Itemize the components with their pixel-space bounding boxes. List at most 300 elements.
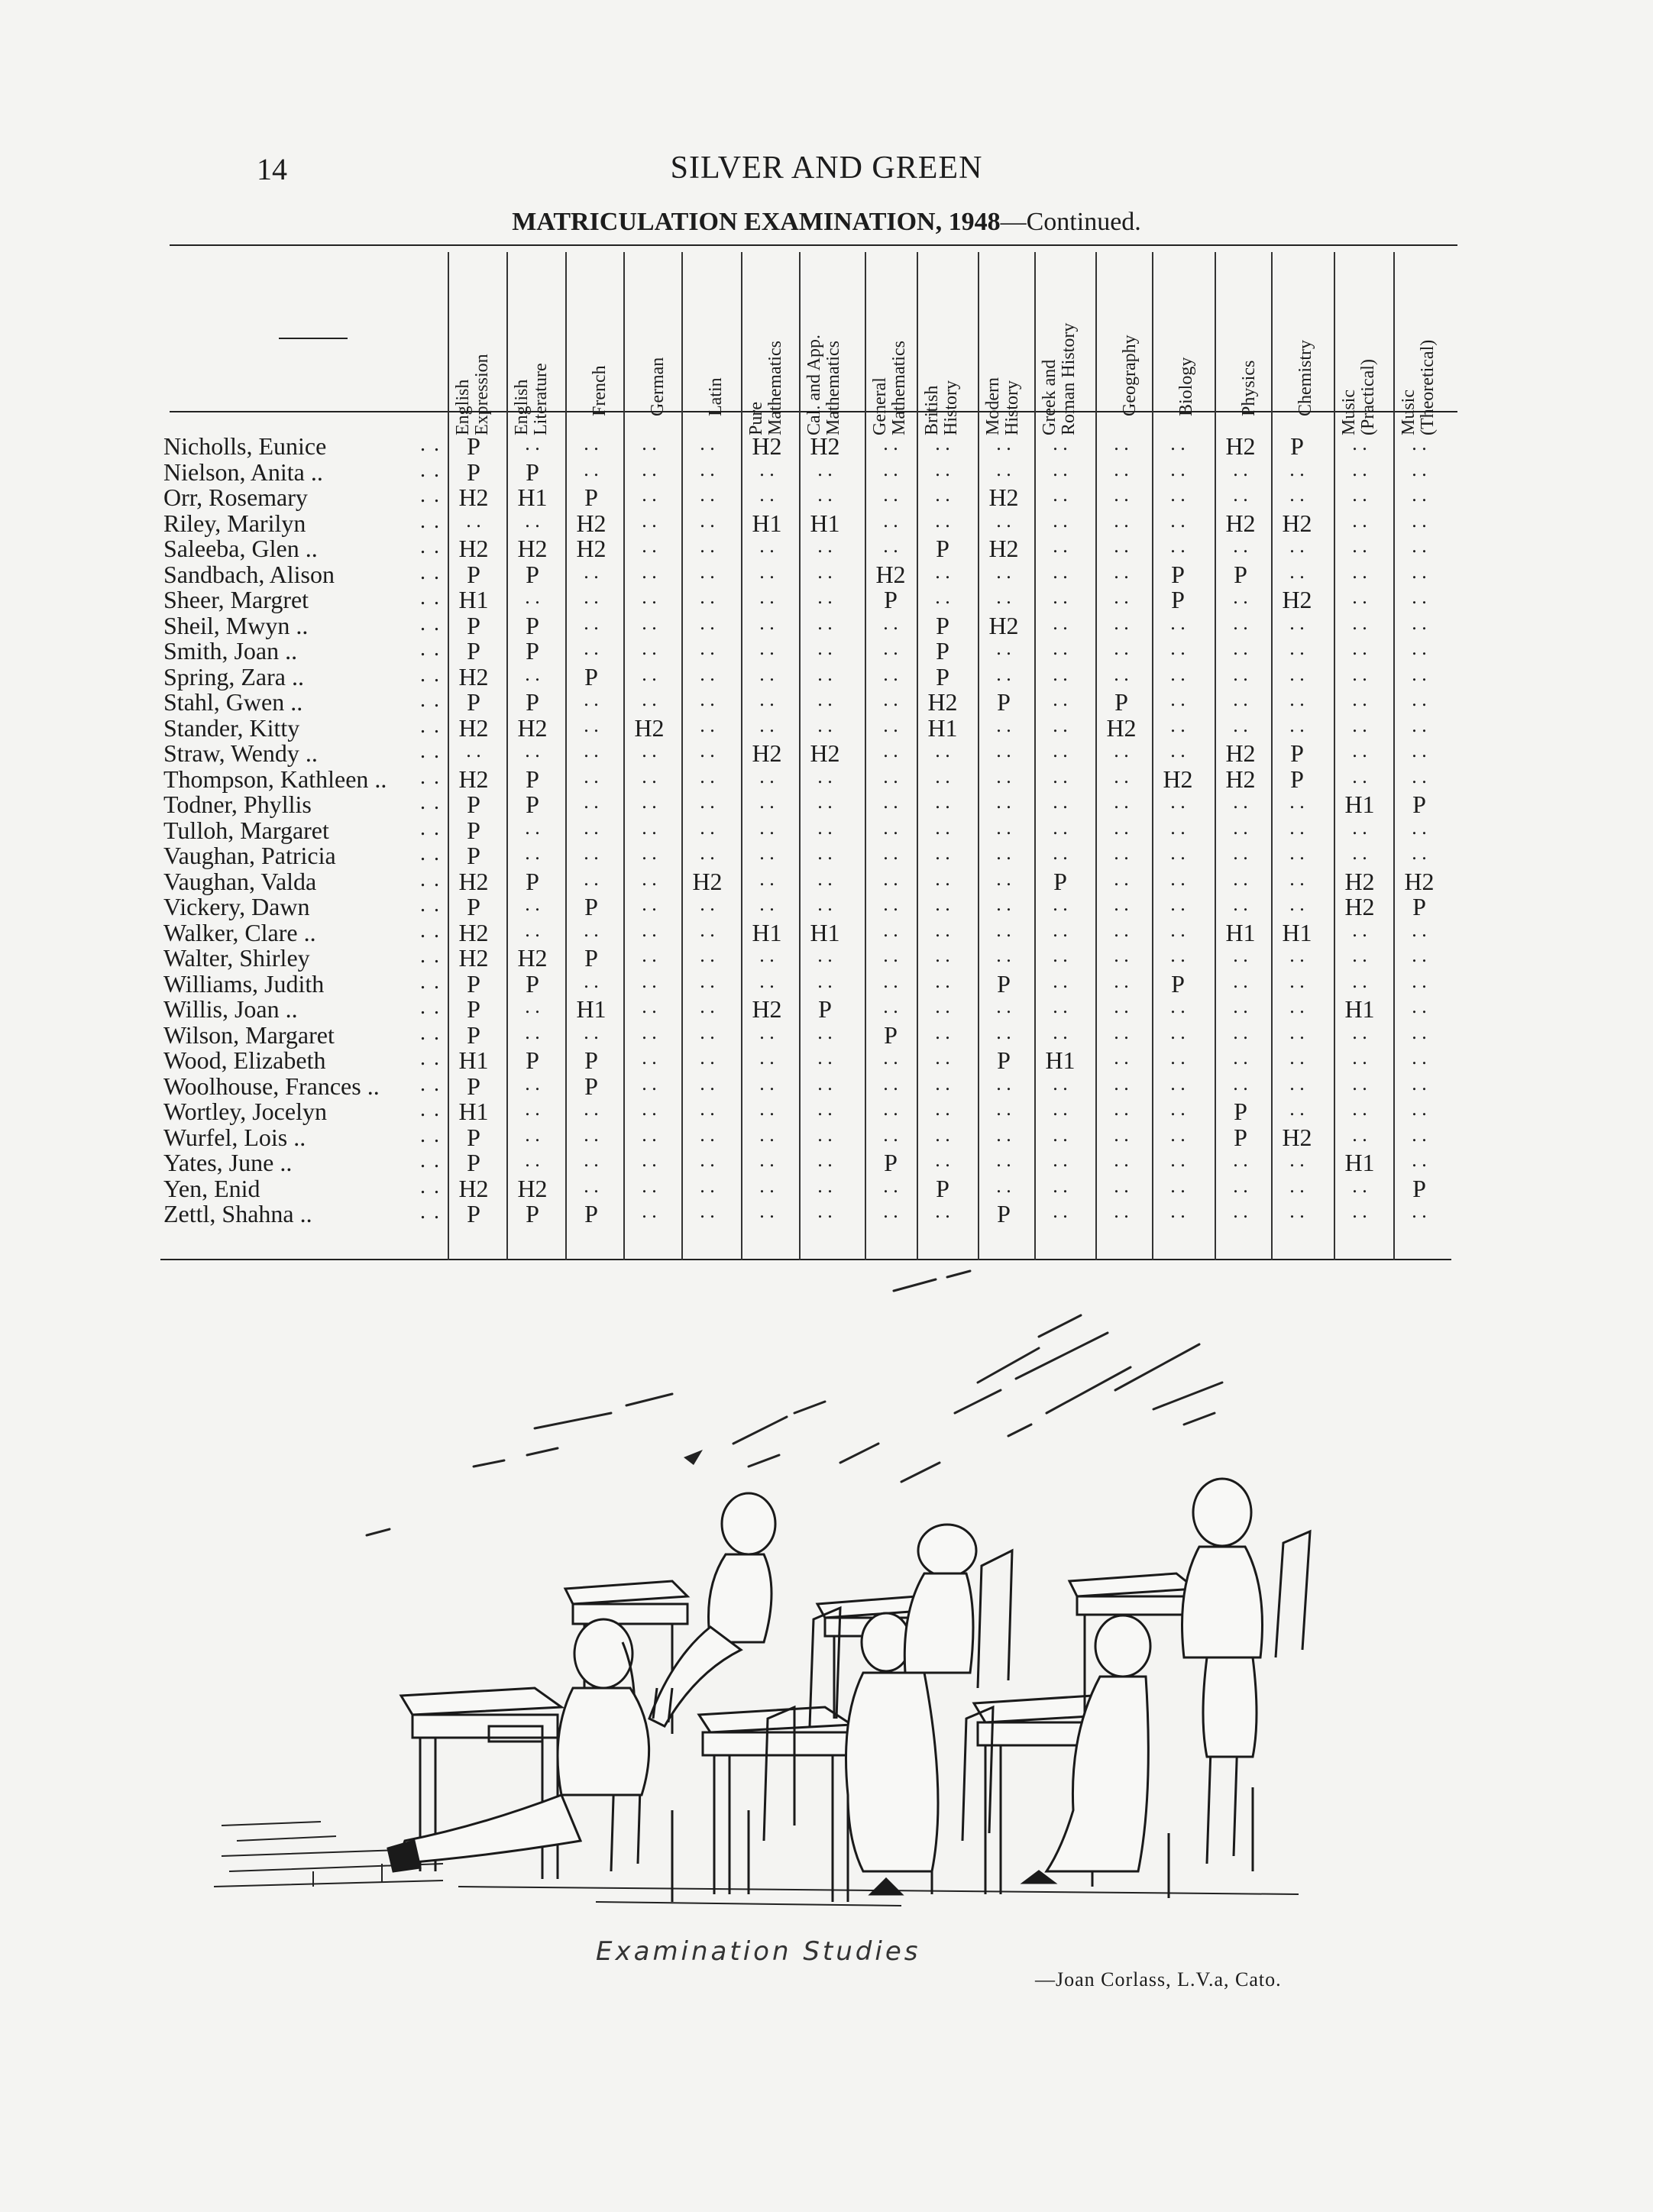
empty-cell: . . [525,842,540,864]
empty-cell: . . [642,1200,657,1222]
empty-cell: . . [1289,1200,1305,1222]
results-table [160,244,1459,1260]
empty-cell: . . [642,918,657,941]
empty-cell: . . [935,944,950,966]
empty-cell: . . [1114,1098,1129,1120]
grade-cell: H1 [458,1098,489,1125]
empty-cell: . . [1289,969,1305,992]
empty-cell: . . [996,1149,1011,1171]
empty-cell: . . [1289,1046,1305,1069]
grade-cell: P [467,637,480,665]
grade-cell: P [584,662,598,690]
grade-cell: P [884,1020,898,1049]
student-name: Nicholls, Eunice [163,432,327,460]
empty-cell: . . [759,483,775,506]
empty-cell: . . [525,1072,540,1095]
empty-cell: . . [525,1123,540,1146]
student-name: Stander, Kitty [163,713,300,742]
empty-cell: . . [1412,1123,1427,1146]
grade-cell: P [1171,969,1185,998]
student-name: Woolhouse, Frances .. [163,1072,380,1100]
empty-cell: . . [1233,1020,1248,1043]
leader-dots: . . [420,1123,441,1147]
empty-cell: . . [935,816,950,839]
column-divider [1095,252,1097,1260]
empty-cell: . . [1170,713,1186,736]
empty-cell: . . [759,688,775,710]
empty-cell: . . [1114,1149,1129,1171]
column-divider [741,252,742,1260]
table-heading-continued: —Continued. [1000,208,1141,236]
empty-cell: . . [1114,535,1129,557]
student-name: Vickery, Dawn [163,893,310,920]
grade-cell: P [1412,893,1426,920]
empty-cell: . . [996,739,1011,762]
empty-cell: . . [1352,1098,1367,1120]
column-divider [1271,252,1273,1260]
empty-cell: . . [525,432,540,454]
empty-cell: . . [700,995,715,1017]
grade-cell: P [467,893,480,920]
empty-cell: . . [759,662,775,685]
grade-cell: H2 [752,995,782,1023]
empty-cell: . . [1289,867,1305,890]
grade-cell: H2 [752,432,782,460]
grade-cell: P [584,483,598,511]
empty-cell: . . [817,483,833,506]
empty-cell: . . [996,791,1011,813]
empty-cell: . . [466,739,481,762]
leader-dots: . . [420,662,441,687]
empty-cell: . . [759,1072,775,1095]
subject-header: Greek and Roman History [1040,322,1079,435]
empty-cell: . . [1289,713,1305,736]
empty-cell: . . [759,1046,775,1069]
leader-dots: . . [420,765,441,789]
leader-dots: . . [420,893,441,917]
empty-cell: . . [996,995,1011,1017]
student-back-right [1182,1479,1263,1757]
empty-cell: . . [584,688,599,710]
empty-cell: . . [1412,662,1427,685]
empty-cell: . . [1412,483,1427,506]
empty-cell: . . [1352,560,1367,583]
leader-dots: . . [420,1046,441,1070]
empty-cell: . . [700,509,715,532]
empty-cell: . . [1053,1072,1068,1095]
empty-cell: . . [996,1174,1011,1197]
empty-cell: . . [1053,1200,1068,1222]
empty-cell: . . [1053,739,1068,762]
paper-dart-icon [684,1450,703,1465]
empty-cell: . . [1170,1046,1186,1069]
grade-cell: P [467,816,480,844]
empty-cell: . . [700,842,715,864]
empty-cell: . . [1114,586,1129,608]
column-divider [1393,252,1395,1260]
grade-cell: H2 [1225,739,1256,767]
grade-cell: P [526,791,539,818]
empty-cell: . . [584,1123,599,1146]
empty-cell: . . [1114,1200,1129,1222]
empty-cell: . . [935,586,950,608]
empty-cell: . . [1233,893,1248,915]
empty-cell: . . [935,791,950,813]
empty-cell: . . [700,637,715,659]
column-divider [978,252,979,1260]
empty-cell: . . [996,867,1011,890]
leader-dots: . . [420,637,441,661]
grade-cell: H2 [1106,713,1137,742]
grade-cell: H2 [1225,432,1256,460]
student-name: Wortley, Jocelyn [163,1098,327,1125]
student-name: Willis, Joan .. [163,995,298,1023]
student-name: Orr, Rosemary [163,483,308,511]
empty-cell: . . [642,483,657,506]
grade-cell: P [1234,1098,1247,1125]
empty-cell: . . [1053,995,1068,1017]
empty-cell: . . [584,586,599,608]
empty-cell: . . [759,560,775,583]
empty-cell: . . [1053,611,1068,634]
empty-cell: . . [1233,483,1248,506]
leader-dots: . . [420,713,441,738]
empty-cell: . . [996,816,1011,839]
empty-cell: . . [584,1174,599,1197]
grade-cell: P [467,791,480,818]
empty-cell: . . [1233,662,1248,685]
grade-cell: H1 [1045,1046,1076,1074]
empty-cell: . . [883,1046,898,1069]
empty-cell: . . [584,765,599,787]
empty-cell: . . [642,816,657,839]
empty-cell: . . [1170,637,1186,659]
empty-cell: . . [935,893,950,915]
empty-cell: . . [584,791,599,813]
empty-cell: . . [1412,1072,1427,1095]
empty-cell: . . [996,586,1011,608]
empty-cell: . . [1053,1098,1068,1120]
desk-front-middle [699,1707,852,1902]
grade-cell: P [526,969,539,998]
empty-cell: . . [759,458,775,480]
empty-cell: . . [1289,458,1305,480]
empty-cell: . . [700,713,715,736]
empty-cell: . . [935,918,950,941]
empty-cell: . . [1233,1174,1248,1197]
leader-dots: . . [420,995,441,1019]
empty-cell: . . [1114,1123,1129,1146]
empty-cell: . . [935,1046,950,1069]
grade-cell: H1 [810,918,840,946]
grade-cell: P [467,1020,480,1049]
grade-cell: P [526,611,539,639]
empty-cell: . . [1289,791,1305,813]
empty-cell: . . [1289,944,1305,966]
grade-cell: P [526,688,539,716]
empty-cell: . . [1412,509,1427,532]
grade-cell: P [1412,1174,1426,1202]
empty-cell: . . [935,739,950,762]
empty-cell: . . [996,842,1011,864]
empty-cell: . . [1114,1072,1129,1095]
empty-cell: . . [642,662,657,685]
empty-cell: . . [1412,1200,1427,1222]
empty-cell: . . [1114,483,1129,506]
empty-cell: . . [700,765,715,787]
empty-cell: . . [1114,842,1129,864]
empty-cell: . . [883,535,898,557]
column-divider [1215,252,1216,1260]
student-name: Vaughan, Valda [163,867,317,895]
subject-header: Music (Practical) [1339,359,1378,435]
empty-cell: . . [1289,1072,1305,1095]
empty-cell: . . [584,969,599,992]
empty-cell: . . [525,816,540,839]
empty-cell: . . [700,1072,715,1095]
leader-dots: . . [420,1098,441,1121]
empty-cell: . . [1412,560,1427,583]
grade-cell: P [1114,688,1128,716]
table-top-rule [170,244,1457,246]
empty-cell: . . [1114,1046,1129,1069]
empty-cell: . . [996,432,1011,454]
empty-cell: . . [996,1098,1011,1120]
empty-cell: . . [1053,765,1068,787]
empty-cell: . . [1053,432,1068,454]
empty-cell: . . [1233,535,1248,557]
subject-header: Cal. and App. Mathematics [804,335,843,435]
empty-cell: . . [883,509,898,532]
empty-cell: . . [935,483,950,506]
empty-cell: . . [1053,662,1068,685]
student-name: Stahl, Gwen .. [163,688,303,716]
grade-cell: H1 [1282,918,1312,946]
empty-cell: . . [1053,1174,1068,1197]
grade-cell: P [884,1149,898,1176]
grade-cell: H1 [458,586,489,613]
empty-cell: . . [642,867,657,890]
grade-cell: P [467,560,480,588]
grade-cell: P [1053,867,1067,895]
empty-cell: . . [1412,688,1427,710]
grade-cell: H2 [1404,867,1435,895]
leader-dots: . . [420,816,441,840]
grade-cell: H2 [1282,509,1312,537]
grade-cell: P [526,560,539,588]
empty-cell: . . [1352,713,1367,736]
empty-cell: . . [1170,611,1186,634]
empty-cell: . . [584,867,599,890]
empty-cell: . . [1053,842,1068,864]
empty-cell: . . [700,611,715,634]
column-divider [448,252,449,1260]
empty-cell: . . [1170,739,1186,762]
empty-cell: . . [584,816,599,839]
empty-cell: . . [1053,918,1068,941]
student-name: Thompson, Kathleen .. [163,765,387,793]
empty-cell: . . [996,662,1011,685]
empty-cell: . . [1352,739,1367,762]
grade-cell: H2 [988,611,1019,639]
subject-header: Physics [1239,360,1259,416]
empty-cell: . . [883,893,898,915]
empty-cell: . . [1053,816,1068,839]
empty-cell: . . [996,918,1011,941]
student-front-left [388,1619,649,1871]
empty-cell: . . [883,765,898,787]
empty-cell: . . [1352,611,1367,634]
empty-cell: . . [1352,816,1367,839]
empty-cell: . . [642,611,657,634]
empty-cell: . . [883,483,898,506]
empty-cell: . . [883,1123,898,1146]
empty-cell: . . [883,688,898,710]
empty-cell: . . [642,944,657,966]
empty-cell: . . [1352,1072,1367,1095]
empty-cell: . . [584,637,599,659]
empty-cell: . . [1170,662,1186,685]
subject-header: English Literature [512,363,551,435]
empty-cell: . . [883,842,898,864]
empty-cell: . . [642,1098,657,1120]
empty-cell: . . [1170,535,1186,557]
grade-cell: H2 [458,535,489,562]
grade-cell: H2 [1344,893,1375,920]
empty-cell: . . [584,1020,599,1043]
empty-cell: . . [642,791,657,813]
leader-dots: . . [420,586,441,610]
empty-cell: . . [642,1046,657,1069]
empty-cell: . . [1412,637,1427,659]
empty-cell: . . [935,765,950,787]
empty-cell: . . [584,458,599,480]
subject-header: Chemistry [1296,340,1315,416]
empty-cell: . . [525,893,540,915]
empty-cell: . . [883,944,898,966]
empty-cell: . . [1053,944,1068,966]
empty-cell: . . [584,1098,599,1120]
student-name: Todner, Phyllis [163,791,312,818]
empty-cell: . . [584,432,599,454]
empty-cell: . . [700,1046,715,1069]
empty-cell: . . [883,1174,898,1197]
grade-cell: P [997,1046,1011,1074]
grade-cell: P [997,1200,1011,1227]
grade-cell: H2 [810,432,840,460]
empty-cell: . . [1170,816,1186,839]
empty-cell: . . [817,842,833,864]
empty-cell: . . [883,1072,898,1095]
column-divider [681,252,683,1260]
leader-dots: . . [420,969,441,994]
empty-cell: . . [584,1149,599,1171]
empty-cell: . . [1114,458,1129,480]
exam-study-drawing [214,1260,1436,1932]
empty-cell: . . [642,893,657,915]
empty-cell: . . [1233,1072,1248,1095]
empty-cell: . . [1114,1020,1129,1043]
empty-cell: . . [642,842,657,864]
grade-cell: H2 [988,483,1019,511]
page-number: 14 [257,152,287,186]
empty-cell: . . [1114,944,1129,966]
subject-header: British History [922,380,961,435]
grade-cell: H2 [1282,586,1312,613]
grade-cell: P [526,1200,539,1227]
empty-cell: . . [935,1020,950,1043]
student-name: Yates, June .. [163,1149,293,1176]
empty-cell: . . [1352,432,1367,454]
grade-cell: H1 [1344,995,1375,1023]
column-divider [506,252,508,1260]
empty-cell: . . [935,509,950,532]
student-name: Wilson, Margaret [163,1020,335,1049]
leader-dots: . . [420,458,441,482]
grade-cell: H1 [810,509,840,537]
grade-cell: H2 [752,739,782,767]
empty-cell: . . [1289,688,1305,710]
empty-cell: . . [700,816,715,839]
empty-cell: . . [642,688,657,710]
empty-cell: . . [817,765,833,787]
drawing-caption: Examination Studies [596,1936,921,1967]
speed-lines [367,1271,1222,1535]
empty-cell: . . [700,1174,715,1197]
empty-cell: . . [1114,867,1129,890]
empty-cell: . . [759,611,775,634]
empty-cell: . . [883,637,898,659]
grade-cell: P [467,995,480,1023]
empty-cell: . . [700,1020,715,1043]
grade-cell: P [467,611,480,639]
empty-cell: . . [1289,637,1305,659]
empty-cell: . . [759,1200,775,1222]
empty-cell: . . [817,1072,833,1095]
subject-header: French [590,365,610,416]
grade-cell: P [884,586,898,613]
empty-cell: . . [525,739,540,762]
empty-cell: . . [1233,867,1248,890]
empty-cell: . . [700,969,715,992]
student-name: Yen, Enid [163,1174,260,1202]
empty-cell: . . [642,1020,657,1043]
empty-cell: . . [642,765,657,787]
empty-cell: . . [1289,995,1305,1017]
student-name: Straw, Wendy .. [163,739,318,767]
empty-cell: . . [642,637,657,659]
empty-cell: . . [996,1020,1011,1043]
empty-cell: . . [700,1200,715,1222]
empty-cell: . . [1352,586,1367,608]
grade-cell: H1 [752,509,782,537]
empty-cell: . . [1233,611,1248,634]
empty-cell: . . [817,535,833,557]
empty-cell: . . [1289,611,1305,634]
grade-cell: P [584,944,598,972]
grade-cell: P [526,637,539,665]
empty-cell: . . [700,739,715,762]
empty-cell: . . [817,1046,833,1069]
empty-cell: . . [996,893,1011,915]
student-name: Walter, Shirley [163,944,310,972]
subject-header: Latin [706,377,726,416]
empty-cell: . . [700,432,715,454]
subject-header: Modern History [983,377,1022,435]
table-heading [0,208,1653,237]
empty-cell: . . [1053,1020,1068,1043]
grade-cell: H2 [517,944,548,972]
